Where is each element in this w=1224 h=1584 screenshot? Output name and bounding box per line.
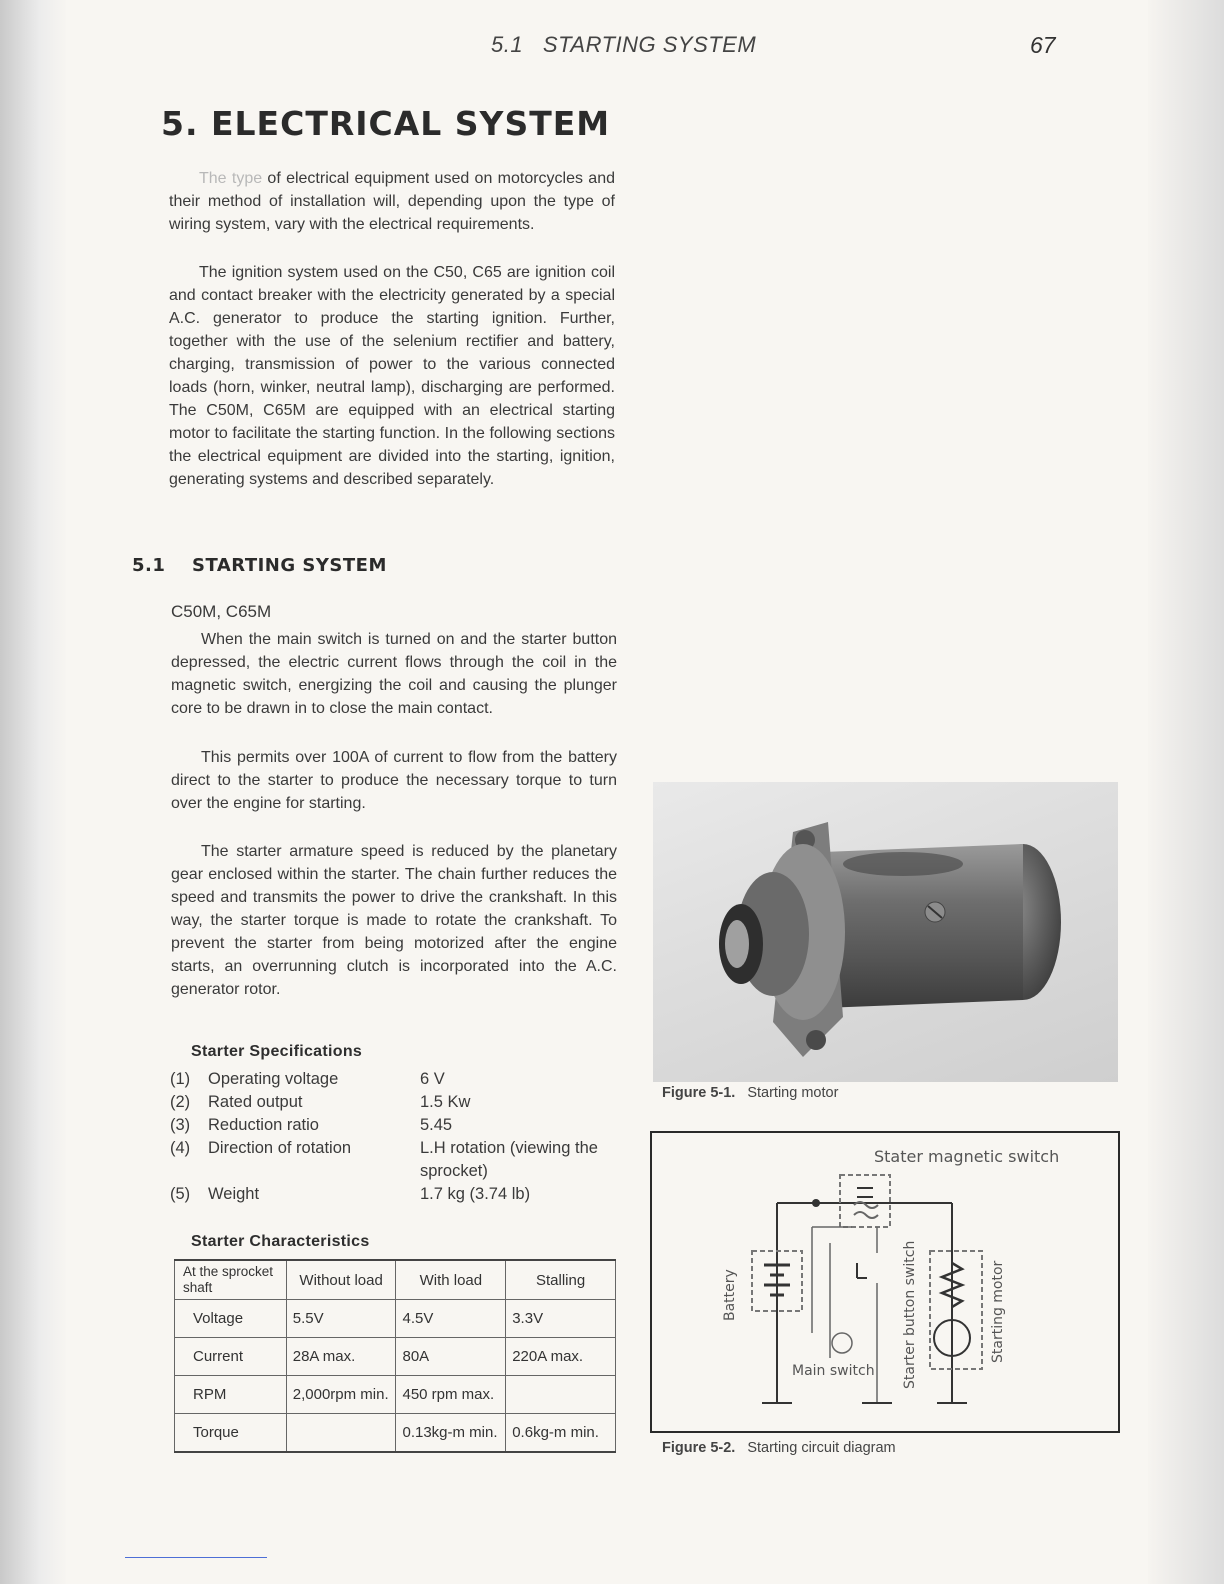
table-cell: Current (175, 1338, 287, 1376)
table-cell: Torque (175, 1414, 287, 1453)
table-cell: Voltage (175, 1300, 287, 1338)
table-cell: 0.6kg-m min. (506, 1414, 616, 1453)
figure-1-text: Starting motor (747, 1085, 839, 1101)
spec-item (170, 1068, 620, 1091)
characteristics-title: Starter Characteristics (191, 1233, 370, 1250)
table-row (175, 1300, 616, 1338)
figure-2-label: Figure 5-2. (662, 1440, 736, 1456)
intro-paragraph-1 (169, 167, 615, 236)
figure-1-caption (662, 1085, 838, 1101)
spec-label: Rated output (208, 1093, 303, 1111)
section-paragraph-1: When the main switch is turned on and the starter button depressed, the electric current flows through the coil in the magnetic switch, energizing the coil and causing the plunger core to be drawn in to close the main contact. (171, 631, 617, 717)
scan-edge-left (0, 0, 66, 1584)
section-heading (132, 555, 387, 576)
table-cell: 450 rpm max. (396, 1376, 506, 1414)
specifications-title: Starter Specifications (191, 1043, 363, 1060)
spec-item (170, 1183, 620, 1206)
circuit-diagram (650, 1131, 1120, 1433)
table-cell: 2,000rpm min. (286, 1376, 396, 1414)
characteristics-table (174, 1259, 616, 1453)
starting-motor-illustration (653, 782, 1118, 1082)
table-row (175, 1338, 616, 1376)
label-starter-button: Starter button switch (902, 1240, 918, 1389)
spec-number: (4) (170, 1139, 191, 1157)
figure-2-text: Starting circuit diagram (747, 1440, 896, 1456)
spec-label: Operating voltage (208, 1070, 339, 1088)
faded-text: The type (199, 170, 263, 187)
table-cell: 5.5V (286, 1300, 396, 1338)
spec-number: (5) (170, 1185, 191, 1203)
label-battery: Battery (722, 1269, 738, 1321)
spec-label: Weight (208, 1185, 260, 1203)
table-header-cell: Without load (286, 1260, 396, 1300)
spec-value: L.H rotation (viewing the sprocket) (420, 1139, 598, 1180)
section-title: STARTING SYSTEM (192, 555, 387, 576)
spec-number: (3) (170, 1116, 191, 1134)
section-paragraph-3: The starter armature speed is reduced by the planetary gear enclosed within the starter. The chain further reduces the speed and transmits the power to drive the crankshaft. In this way, the starter torque is made to rotate the crankshaft. To prevent the starter from being motorized after the engine starts, an overrunning clutch is incorporated into the A.C. generator rotor. (171, 843, 617, 998)
label-magnetic-switch: Stater magnetic switch (874, 1147, 1060, 1166)
intro-paragraph-1-text: of electrical equipment used on motorcycles and their method of installation will, depending upon the type of wiring system, vary with the electrical requirements. (169, 170, 615, 233)
model-subheading: C50M, C65M (171, 602, 272, 621)
table-cell (506, 1376, 616, 1414)
table-cell (286, 1414, 396, 1453)
spec-item (170, 1114, 620, 1137)
spec-number: (2) (170, 1093, 191, 1111)
table-cell: 28A max. (286, 1338, 396, 1376)
table-cell: 80A (396, 1338, 506, 1376)
figure-1-label: Figure 5-1. (662, 1085, 736, 1101)
table-row (175, 1414, 616, 1453)
label-main-switch: Main switch (792, 1363, 875, 1379)
spec-label: Reduction ratio (208, 1116, 319, 1134)
spec-value: 6 V (420, 1070, 445, 1088)
circuit-diagram-drawing (652, 1133, 1118, 1431)
intro-paragraph-2: The ignition system used on the C50, C65 are ignition coil and contact breaker with the electricity generated by a special A.C. generator to produce the starting ignition. Further, together with the use of the selenium rectifier and battery, charging, transmission of power to the various connected loads (horn, winker, neutral lamp), discharging are performed. The C50M, C65M are equipped with an electrical starting motor to facilitate the starting function. In the following sections the electrical equipment are divided into the starting, ignition, generating systems and described separately. (169, 264, 615, 488)
table-header-cell: At the sprocket shaft (175, 1260, 287, 1300)
figure-2-caption (662, 1440, 896, 1456)
spec-item (170, 1137, 620, 1183)
table-cell: 4.5V (396, 1300, 506, 1338)
table-header-row (175, 1260, 616, 1300)
table-cell: RPM (175, 1376, 287, 1414)
document-page (66, 0, 1148, 1584)
chapter-title: 5. ELECTRICAL SYSTEM (161, 104, 611, 143)
spec-value: 5.45 (420, 1116, 453, 1134)
spec-value: 1.5 Kw (420, 1093, 471, 1111)
specifications-list (170, 1068, 620, 1206)
table-header-cell: Stalling (506, 1260, 616, 1300)
table-cell: 0.13kg-m min. (396, 1414, 506, 1453)
scan-edge-right (1148, 0, 1224, 1584)
spec-item (170, 1091, 620, 1114)
table-header-cell: With load (396, 1260, 506, 1300)
section-number: 5.1 (132, 555, 166, 576)
starting-motor-photo (653, 782, 1118, 1082)
page-number: 67 (1030, 32, 1056, 58)
table-cell: 3.3V (506, 1300, 616, 1338)
section-paragraph-2: This permits over 100A of current to flow from the battery direct to the starter to produce the necessary torque to turn over the engine for starting. (171, 749, 617, 812)
table-row (175, 1376, 616, 1414)
spec-label: Direction of rotation (208, 1139, 352, 1157)
table-cell: 220A max. (506, 1338, 616, 1376)
spec-value: 1.7 kg (3.74 lb) (420, 1185, 531, 1203)
footer-line (125, 1557, 267, 1558)
label-starting-motor: Starting motor (990, 1260, 1006, 1363)
spec-number: (1) (170, 1070, 191, 1088)
running-header: 5.1 STARTING SYSTEM (491, 32, 757, 57)
